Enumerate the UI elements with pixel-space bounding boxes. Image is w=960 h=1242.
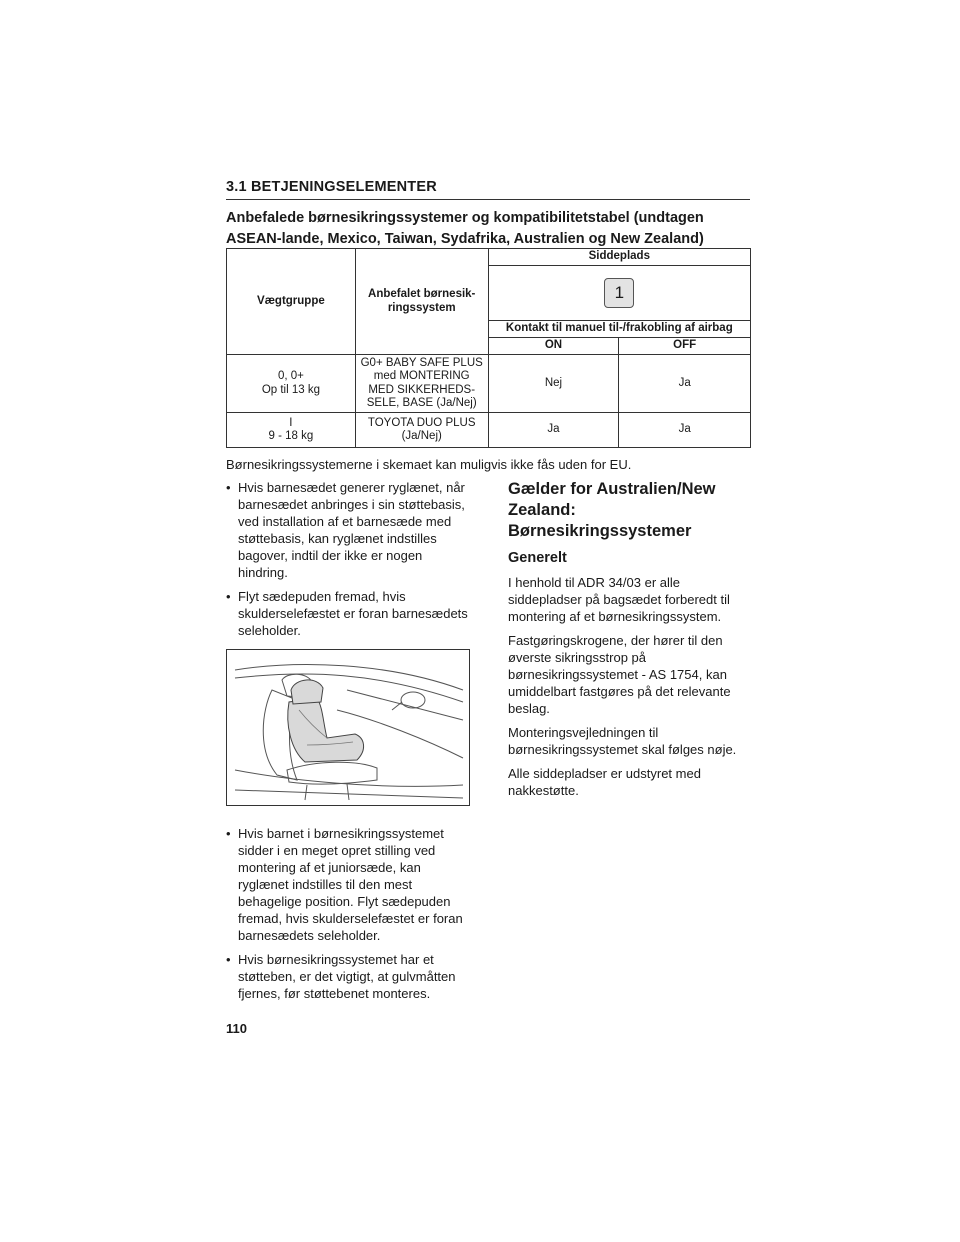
page-number: 110 [226, 1021, 247, 1036]
compatibility-table [226, 248, 751, 448]
col-header-on: ON [488, 338, 619, 355]
cell-line: (Ja/Nej) [401, 430, 442, 442]
col-header-airbag-switch: Kontakt til manuel til-/frakobling af airbag [488, 321, 750, 338]
bullet-item [226, 479, 470, 581]
bullet-text: Flyt sædepuden fremad, hvis skulderselefæstet er foran barnesædets seleholder. [238, 589, 468, 638]
bullet-icon: • [226, 589, 231, 604]
col-header-off: OFF [619, 338, 751, 355]
table-heading: Anbefalede børnesikringssystemer og kompatibilitetstabel (undtagen ASEAN-lande, Mexico, Taiwan, Sydafrika, Australien og New Zealand) [226, 210, 704, 247]
bullet-item [226, 588, 470, 639]
bullet-icon: • [226, 952, 231, 967]
paragraph: Fastgøringskrogene, der hører til den øverste sikringsstrop på børnesikringssystemet - AS 1754, kan umiddelbart fastgøres på det relevante beslag. [508, 633, 731, 716]
child-seat-illustration [226, 649, 470, 806]
cell-on: Ja [488, 413, 619, 448]
bullet-item [226, 951, 470, 1002]
bullet-text: Hvis børnesikringssystemet har et støtteben, er det vigtigt, at gulvmåtten fjernes, før støttebenet monteres. [238, 952, 456, 1001]
table-row [227, 413, 751, 448]
bullet-icon: • [226, 480, 231, 495]
cell-off: Ja [619, 413, 751, 448]
cell-line: 0, 0+ [277, 370, 304, 382]
cell-weight-group [227, 413, 356, 448]
cell-line: TOYOTA DUO PLUS [367, 416, 476, 429]
paragraph: Alle siddepladser er udstyret med nakkestøtte. [508, 766, 701, 798]
cell-line: SELE, BASE (Ja/Nej) [366, 397, 477, 409]
cell-on: Nej [488, 355, 619, 413]
section-heading: Gælder for Australien/New Zealand: Børnesikringssystemer [508, 480, 716, 540]
paragraph: Monteringsvejledningen til børnesikringssystemet skal følges nøje. [508, 725, 737, 757]
car-seat-icon [227, 650, 469, 805]
col-header-recommended-system: Anbefalet børnesik-ringssystem [355, 249, 488, 355]
table-row [227, 355, 751, 413]
cell-system [355, 355, 488, 413]
col-header-seating-position: Siddeplads [488, 249, 750, 266]
section-header: 3.1 BETJENINGSELEMENTER [226, 179, 750, 200]
bullet-text: Hvis barnet i børnesikringssystemet sidder i en meget opret stilling ved montering af et juniorsæde, kan ryglænet indstilles til den mest behagelige position. Flyt sædepuden fremad, hvis skulderselefæstet er foran barnesædets seleholder. [238, 826, 463, 943]
cell-line: I [289, 416, 293, 429]
seat-position-cell [488, 266, 750, 321]
cell-line: G0+ BABY SAFE PLUS [360, 356, 483, 369]
cell-line: 9 - 18 kg [268, 430, 314, 442]
cell-off: Ja [619, 355, 751, 413]
cell-line: Op til 13 kg [261, 383, 320, 396]
left-column [226, 479, 470, 1009]
paragraph: I henhold til ADR 34/03 er alle siddepladser på bagsædet forberedt til montering af et børnesikringssystem. [508, 575, 730, 624]
right-column [508, 479, 752, 806]
cell-line: med MONTERING [373, 370, 470, 382]
table-note: Børnesikringssystemerne i skemaet kan muligvis ikke fås uden for EU. [226, 457, 632, 472]
cell-line: MED SIKKERHEDS- [368, 383, 476, 396]
subheading: Generelt [508, 550, 567, 566]
bullet-item [226, 825, 470, 944]
col-header-weight-group: Vægtgruppe [227, 249, 356, 355]
seat-position-1-icon: 1 [604, 278, 634, 308]
bullet-text: Hvis barnesædet generer ryglænet, når barnesædet anbringes i sin støttebasis, ved installation af et barnesæde med støttebasis, kan ryglænet indstilles bagover, indtil der ikke er nogen hindring. [238, 480, 465, 580]
cell-system [355, 413, 488, 448]
cell-weight-group [227, 355, 356, 413]
bullet-icon: • [226, 826, 231, 841]
